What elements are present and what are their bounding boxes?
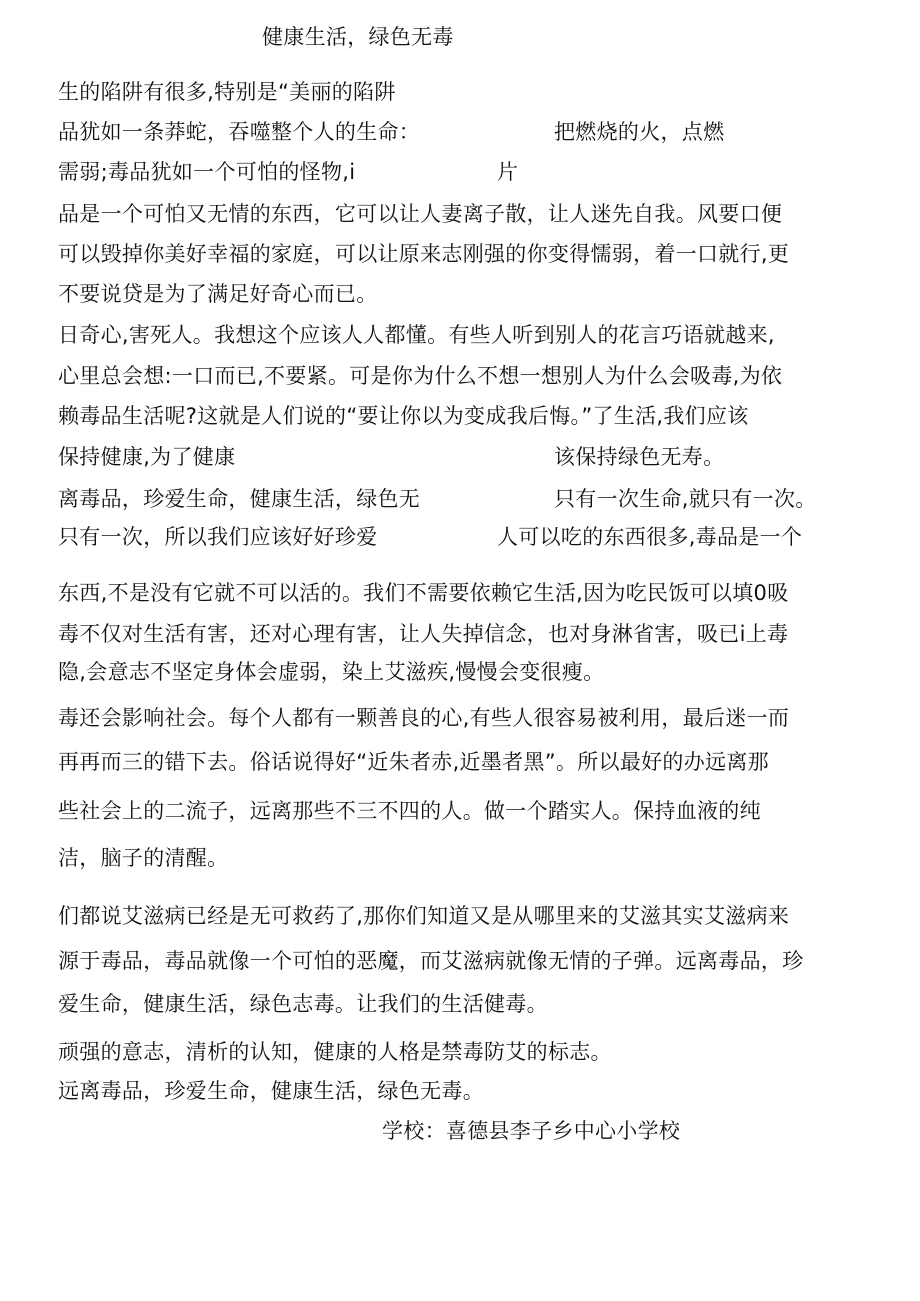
text-line-12a: 只有一次，所以我们应该好好珍爱 xyxy=(58,525,378,549)
text-line-4: 品是一个可怕又无情的东西，它可以让人妻离子散，让人迷先自我。风要口便 xyxy=(58,202,783,226)
text-line-8: 心里总会想:一口而已,不要紧。可是你为什么不想一想别人为什么会吸毒,为依 xyxy=(58,364,783,388)
text-line-19: 洁，脑子的清醒。 xyxy=(58,846,229,870)
text-line-6: 不要说贷是为了满足好奇心而已。 xyxy=(58,282,378,306)
text-line-12b: 人可以吃的东西很多,毒品是一个 xyxy=(497,525,803,549)
text-line-20: 们都说艾滋病已经是无可救药了,那你们知道又是从哪里来的艾滋其实艾滋病来 xyxy=(58,904,790,928)
text-line-3b: 片 xyxy=(497,160,519,184)
school-signature: 学校：喜德县李子乡中心小学校 xyxy=(382,1119,681,1143)
text-line-3a: 需弱;毒品犹如一个可怕的怪物,i xyxy=(58,160,356,184)
text-line-2b: 把燃烧的火，点燃 xyxy=(554,120,725,144)
text-line-5: 可以毁掉你美好幸福的家庭，可以让原来志刚强的你变得懦弱，着一口就行,更 xyxy=(58,242,790,266)
text-line-7: 日奇心,害死人。我想这个应该人人都懂。有些人听到别人的花言巧语就越来, xyxy=(58,323,775,347)
text-line-2a: 品犹如一条莽蛇，吞噬整个人的生命： xyxy=(58,120,421,144)
text-line-17: 再再而三的错下去。俗话说得好“近朱者赤,近墨者黑”。所以最好的办远离那 xyxy=(58,750,769,774)
text-line-22: 爱生命，健康生活，绿色志毒。让我们的生活健毒。 xyxy=(58,992,548,1016)
text-line-11b: 只有一次生命,就只有一次。 xyxy=(554,487,817,511)
text-line-10b: 该保持绿色无寿。 xyxy=(554,445,725,469)
text-line-10a: 保持健康,为了健康 xyxy=(58,445,236,469)
text-line-15: 隐,会意志不坚定身体会虚弱，染上艾滋疾,慢慢会变很瘦。 xyxy=(58,660,605,684)
text-line-21: 源于毒品，毒品就像一个可怕的恶魔，而艾滋病就像无情的子弹。远离毒品，珍 xyxy=(58,949,804,973)
text-line-24: 远离毒品，珍爱生命，健康生活，绿色无毒。 xyxy=(58,1079,484,1103)
text-line-18: 些社会上的二流子，远离那些不三不四的人。做一个踏实人。保持血液的纯 xyxy=(58,799,761,823)
text-line-13: 东西,不是没有它就不可以活的。我们不需要依赖它生活,因为吃民饭可以填0吸 xyxy=(58,581,789,605)
text-line-23: 顽强的意志，清析的认知，健康的人格是禁毒防艾的标志。 xyxy=(58,1040,612,1064)
text-line-16: 毒还会影响社会。每个人都有一颗善良的心,有些人很容易被利用，最后迷一而 xyxy=(58,706,790,730)
text-line-14: 毒不仅对生活有害，还对心理有害，让人失掉信念，也对身淋省害，吸已i上毒 xyxy=(58,622,789,646)
document-title: 健康生活，绿色无毒 xyxy=(262,25,454,49)
text-line-1: 生的陷阱有很多,特别是“美丽的陷阱 xyxy=(58,80,396,104)
text-line-9: 赖毒品生活呢?这就是人们说的“要让你以为变成我后悔。”了生活,我们应该 xyxy=(58,404,749,428)
text-line-11a: 离毒品，珍爱生命，健康生活，绿色无 xyxy=(58,487,421,511)
